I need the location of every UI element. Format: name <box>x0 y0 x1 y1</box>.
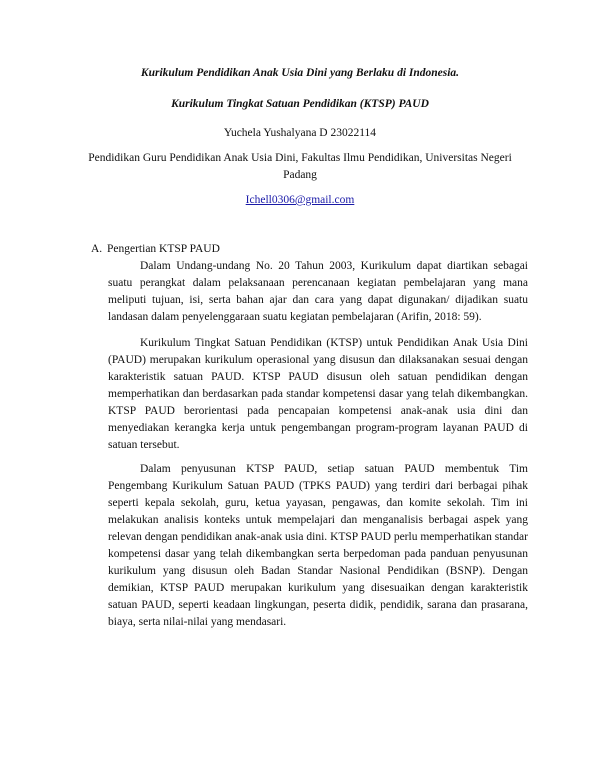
author-line: Yuchela Yushalyana D 23022114 <box>223 127 377 139</box>
email-link[interactable]: Ichell0306@gmail.com <box>245 194 355 206</box>
affiliation-line: Pendidikan Guru Pendidikan Anak Usia Dini, Fakultas Ilmu Pendidikan, Universitas Negeri Padang <box>88 152 512 181</box>
document-title: Kurikulum Pendidikan Anak Usia Dini yang Berlaku di Indonesia. <box>140 67 460 79</box>
paragraph-2: Kurikulum Tingkat Satuan Pendidikan (KTSP) untuk Pendidikan Anak Usia Dini (PAUD) merupakan kurikulum operasional yang disusun dan dilaksanakan sesuai dengan karakteristik satuan PAUD. KTSP PAUD disusun oleh satuan pendidikan dengan memperhatikan dan berdasarkan pada standar kompetensi dasar yang telah dikembangkan. KTSP PAUD berorientasi pada pencapaian kompetensi anak-anak usia dini dan menyediakan kerangka kerja untuk pengembangan program-program layanan PAUD di satuan tersebut. <box>108 337 528 451</box>
paragraph-3: Dalam penyusunan KTSP PAUD, setiap satuan PAUD membentuk Tim Pengembang Kurikulum Satuan PAUD (TPKS PAUD) yang terdiri dari berbagai pihak seperti kepala sekolah, guru, ketua yayasan, pengawas, dan komite sekolah. Tim ini melakukan analisis konteks untuk mempelajari dan menganalisis berbagai aspek yang relevan dengan pendidikan anak-anak usia dini. KTSP PAUD perlu memperhatikan standar kompetensi dasar yang telah dikembangkan serta berpedoman pada panduan penyusunan kurikulum yang disusun oleh Badan Standar Nasional Pendidikan (BSNP). Dengan demikian, KTSP PAUD merupakan kurikulum yang disesuaikan dengan karakteristik satuan PAUD, seperti keadaan lingkungan, peserta didik, pendidik, sarana dan prasarana, biaya, serta nilai-nilai yang mendasari. <box>108 463 528 628</box>
section-heading <box>91 241 220 258</box>
section-title: Pengertian KTSP PAUD <box>107 243 220 255</box>
document-subtitle: Kurikulum Tingkat Satuan Pendidikan (KTSP) PAUD <box>171 98 429 110</box>
email-line <box>60 192 540 209</box>
section-number: A. <box>91 243 103 255</box>
paragraph-1: Dalam Undang-undang No. 20 Tahun 2003, Kurikulum dapat diartikan sebagai suatu perangkat dalam pelaksanaan perencanaan kegiatan pembelajaran yang mana meliputi tujuan, isi, serta bahan ajar dan cara yang dapat digunakan/ dijadikan suatu landasan dalam penyelenggaraan suatu kegiatan pembelajaran (Arifin, 2018: 59). <box>108 260 528 323</box>
